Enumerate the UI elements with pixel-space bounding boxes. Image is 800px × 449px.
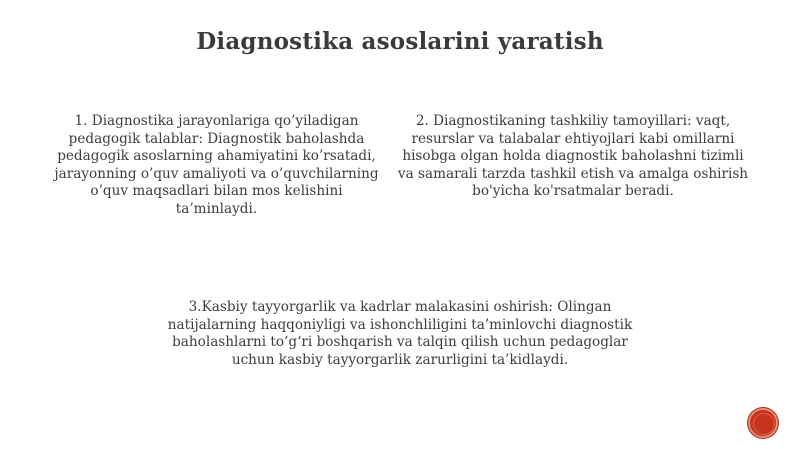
paragraph-pedagogical-requirements: 1. Diagnostika jarayonlariga qo’yiladigan pedagogik talablar: Diagnostik baholashda pedagogik asoslarning ahamiyatini ko’rsatadi, jarayonning o’quv amaliyoti va o’quvchilarning o’quv maqsadlari bilan mos kelishini ta’minlaydi.	[54, 113, 379, 217]
slide-title: Diagnostika asoslarini yaratish	[196, 28, 604, 55]
red-circle-icon[interactable]	[748, 408, 778, 438]
paragraph-organizational-principles: 2. Diagnostikaning tashkiliy tamoyillari: vaqt, resurslar va talabalar ehtiyojlari kabi omillarni hisobga olgan holda diagnostik baholashni tizimli va samarali tarzda tashkil etish va amalga oshirish bo'yicha ko'rsatmalar beradi.	[397, 113, 749, 200]
paragraph-professional-training: 3.Kasbiy tayyorgarlik va kadrlar malakasini oshirish: Olingan natijalarning haqqoniyligi va ishonchliligini ta’minlovchi diagnostik baholashlarni to‘g‘ri boshqarish va talqin qilish uchun pedagoglar uchun kasbiy tayyorgarlik zarurligini ta’kidlaydi.	[167, 299, 633, 368]
circle-ring-decoration	[753, 413, 775, 435]
